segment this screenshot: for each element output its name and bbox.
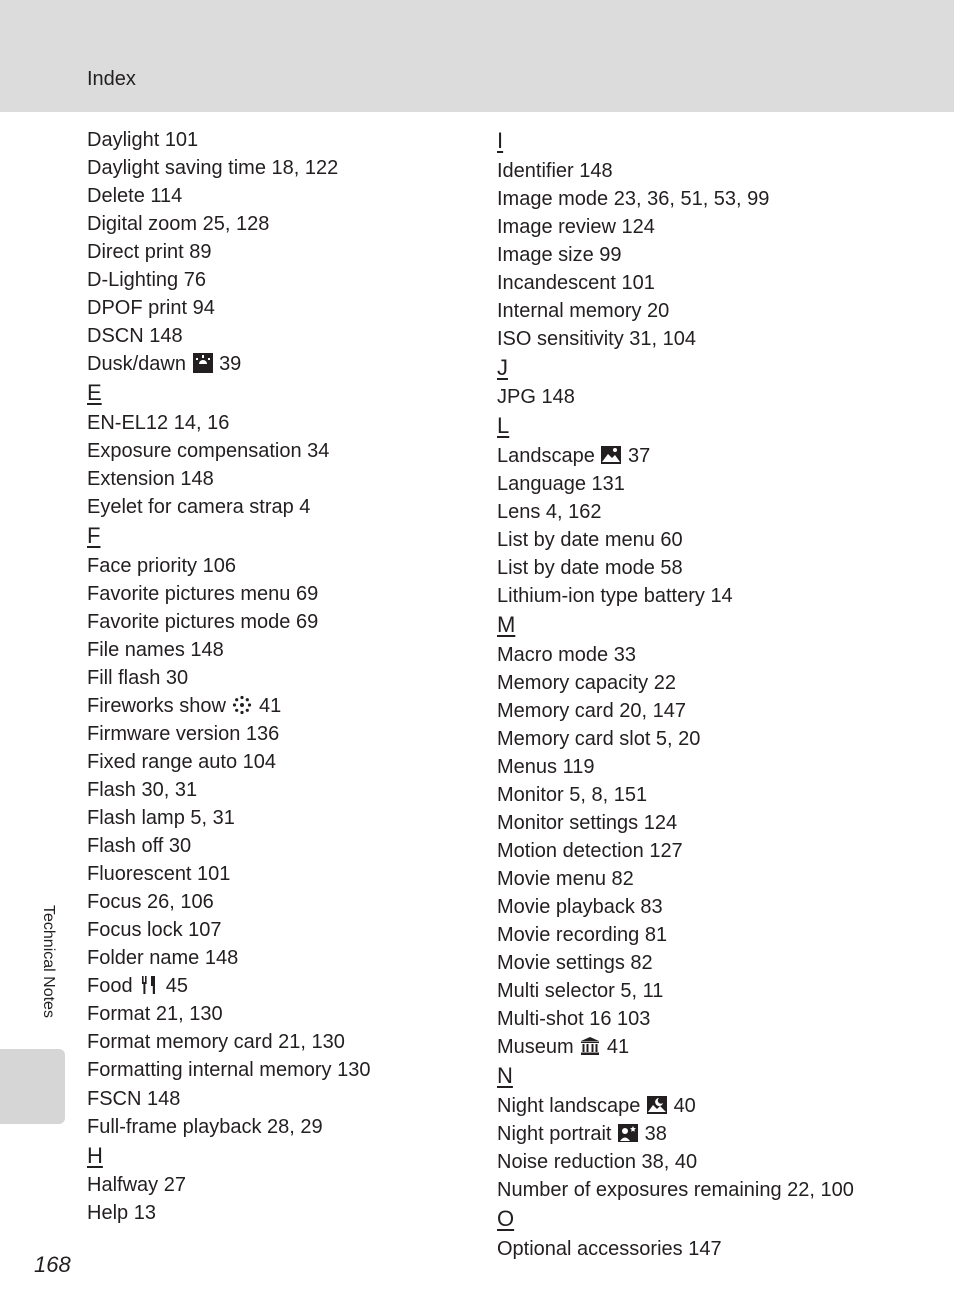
index-entry-text: Daylight 101: [87, 129, 199, 151]
index-entry-text: Extension 148: [87, 468, 214, 491]
index-entry: [87, 832, 370, 860]
index-entry: [87, 182, 370, 210]
index-entry: [87, 944, 370, 972]
index-entry-text: Focus 26, 106: [87, 891, 214, 914]
index-entry: [87, 437, 370, 465]
index-entry-page: 38: [644, 1122, 667, 1145]
index-entry-text: Memory card slot 5, 20: [497, 727, 701, 750]
index-entry: [87, 580, 370, 608]
index-entry: [497, 641, 854, 669]
index-entry: [87, 154, 370, 182]
index-entry-text: Optional accessories 147: [497, 1237, 722, 1260]
index-letter-heading: L: [497, 413, 510, 439]
index-entry: [497, 582, 854, 610]
index-entry-page: 40: [673, 1094, 696, 1117]
index-entry: [497, 977, 854, 1005]
index-entry-text: Eyelet for camera strap 4: [87, 496, 311, 519]
index-entry: [87, 720, 370, 748]
index-entry: [87, 238, 370, 266]
index-entry-text: Internal memory 20: [497, 299, 670, 322]
index-entry-text: Landscape: [497, 444, 595, 467]
index-entry-text: Identifier 148: [497, 159, 613, 182]
section-tab: [0, 1049, 65, 1124]
index-entry: [497, 325, 854, 353]
index-entry: [87, 493, 370, 521]
index-entry: [497, 949, 854, 977]
index-entry: [87, 804, 370, 832]
index-entry: [497, 213, 854, 241]
index-entry-text: Movie recording 81: [497, 924, 668, 947]
index-entry-text: List by date mode 58: [497, 557, 683, 580]
index-entry-text: Lithium-ion type battery 14: [497, 585, 733, 608]
index-entry: [497, 554, 854, 582]
page-title: Index: [87, 68, 136, 90]
index-entry-text: Formatting internal memory 130: [87, 1059, 371, 1082]
index-entry-text: Monitor 5, 8, 151: [497, 783, 648, 806]
index-entry-text: Daylight saving time 18, 122: [87, 157, 339, 180]
index-letter-heading: O: [497, 1206, 515, 1232]
index-entry: [87, 210, 370, 238]
index-entry: [87, 409, 370, 437]
index-entry-text: Flash 30, 31: [87, 778, 198, 801]
index-entry: [87, 608, 370, 636]
night-portrait-icon: [618, 1123, 638, 1143]
index-entry: [87, 636, 370, 664]
index-entry: [497, 865, 854, 893]
index-entry: [497, 1176, 854, 1204]
index-entry-text: Firmware version 136: [87, 722, 280, 745]
index-column-left: [87, 126, 370, 1227]
index-entry-text: Language 131: [497, 472, 625, 495]
index-entry: [87, 692, 370, 720]
index-entry: [87, 1028, 370, 1056]
index-entry-page: 41: [259, 694, 282, 717]
index-entry-text: Memory card 20, 147: [497, 699, 686, 722]
index-entry-text: Museum: [497, 1036, 574, 1059]
index-entry-text: Lens 4, 162: [497, 500, 602, 523]
index-entry-text: Number of exposures remaining 22, 100: [497, 1179, 854, 1201]
food-icon: [139, 975, 159, 995]
index-entry: [497, 921, 854, 949]
night-landscape-icon: [647, 1095, 667, 1115]
index-entry-text: Macro mode 33: [497, 643, 636, 666]
index-entry-text: Fill flash 30: [87, 666, 189, 689]
index-entry-text: Night landscape: [497, 1094, 641, 1117]
index-entry: [87, 322, 370, 350]
index-entry: [497, 297, 854, 325]
index-entry-text: Exposure compensation 34: [87, 439, 330, 462]
index-entry: [497, 185, 854, 213]
index-entry: [497, 1033, 854, 1061]
museum-icon: [580, 1036, 600, 1056]
index-entry-page: 45: [165, 975, 188, 998]
index-entry: [497, 893, 854, 921]
index-entry: [497, 526, 854, 554]
index-entry: [497, 1120, 854, 1148]
index-entry-text: Flash off 30: [87, 835, 192, 858]
index-entry: [87, 294, 370, 322]
index-entry-text: Image mode 23, 36, 51, 53, 99: [497, 187, 770, 210]
index-entry: [497, 157, 854, 185]
index-entry: [87, 1085, 370, 1113]
index-entry-text: Help 13: [87, 1202, 156, 1225]
page-header: [0, 0, 954, 112]
index-entry: [497, 1235, 854, 1263]
index-entry-text: Fireworks show: [87, 694, 226, 717]
index-entry: [87, 776, 370, 804]
index-entry-text: Memory capacity 22: [497, 671, 676, 694]
index-entry: [87, 748, 370, 776]
index-entry-text: DPOF print 94: [87, 297, 215, 320]
index-entry: [497, 837, 854, 865]
index-entry-text: Favorite pictures menu 69: [87, 582, 319, 605]
index-entry: [497, 269, 854, 297]
index-entry: [497, 697, 854, 725]
index-letter-heading: I: [497, 128, 504, 153]
index-entry-text: Food: [87, 975, 133, 998]
index-entry: [497, 1092, 854, 1120]
index-entry-text: Movie settings 82: [497, 952, 653, 975]
index-entry-text: Format memory card 21, 130: [87, 1031, 345, 1054]
index-entry-page: 39: [219, 353, 242, 376]
index-entry-page: 41: [606, 1036, 630, 1059]
index-entry: [87, 1000, 370, 1028]
index-entry: [497, 669, 854, 697]
index-entry-text: Dusk/dawn: [87, 353, 186, 376]
index-entry-text: Noise reduction 38, 40: [497, 1150, 698, 1173]
index-entry-text: Multi selector 5, 11: [497, 980, 664, 1003]
index-entry: [497, 725, 854, 753]
index-entry-text: Flash lamp 5, 31: [87, 807, 235, 830]
index-entry-text: ISO sensitivity 31, 104: [497, 327, 696, 350]
index-entry-text: List by date menu 60: [497, 529, 683, 552]
index-entry-text: Fixed range auto 104: [87, 750, 277, 773]
index-letter-heading: M: [497, 612, 516, 638]
index-entry: [87, 465, 370, 493]
index-entry: [87, 266, 370, 294]
index-entry: [87, 916, 370, 944]
index-entry-text: Face priority 106: [87, 554, 236, 577]
index-letter-heading: N: [497, 1063, 513, 1089]
index-letter-heading: J: [497, 354, 508, 380]
index-entry: [497, 809, 854, 837]
index-entry-text: Menus 119: [497, 755, 595, 778]
index-entry: [87, 664, 370, 692]
index-entry-text: Delete 114: [87, 185, 183, 208]
index-entry-text: Monitor settings 124: [497, 811, 678, 834]
landscape-icon: [601, 445, 621, 465]
index-entry: [87, 1113, 370, 1141]
fireworks-icon: [232, 695, 252, 715]
index-entry: [497, 442, 854, 470]
index-entry: [497, 498, 854, 526]
index-entry-text: Movie playback 83: [497, 896, 663, 919]
index-entry-text: Favorite pictures mode 69: [87, 610, 319, 633]
index-entry-text: Movie menu 82: [497, 868, 634, 891]
index-entry-text: Direct print 89: [87, 241, 212, 264]
section-side-label: Technical Notes: [40, 905, 57, 1018]
index-entry: [87, 552, 370, 580]
index-entry: [497, 781, 854, 809]
index-entry-text: Incandescent 101: [497, 271, 655, 294]
index-entry-text: Motion detection 127: [497, 839, 683, 862]
index-entry: [497, 383, 854, 411]
index-letter-heading: H: [87, 1142, 103, 1168]
index-entry: [87, 1171, 370, 1199]
index-entry: [497, 1148, 854, 1176]
index-entry-text: File names 148: [87, 638, 224, 661]
index-entry-text: Night portrait: [497, 1122, 612, 1145]
index-entry-text: DSCN 148: [87, 325, 183, 348]
index-entry-text: Image review 124: [497, 215, 655, 238]
index-entry: [87, 860, 370, 888]
index-column-right: [497, 126, 854, 1263]
index-entry-text: JPG 148: [497, 386, 575, 409]
index-entry-page: 37: [628, 444, 651, 467]
index-entry: [87, 126, 370, 154]
index-entry-text: Format 21, 130: [87, 1003, 223, 1026]
index-entry: [87, 1199, 370, 1227]
index-letter-heading: E: [87, 380, 102, 406]
index-entry-text: EN-EL12 14, 16: [87, 411, 230, 434]
index-entry-text: D-Lighting 76: [87, 269, 206, 292]
index-entry-text: Full-frame playback 28, 29: [87, 1115, 323, 1138]
index-entry: [87, 888, 370, 916]
index-entry: [497, 241, 854, 269]
index-entry: [87, 1056, 370, 1084]
index-entry-text: Fluorescent 101: [87, 863, 231, 886]
index-entry: [497, 470, 854, 498]
index-entry-text: FSCN 148: [87, 1087, 181, 1110]
index-entry-text: Folder name 148: [87, 947, 239, 970]
index-entry: [87, 972, 370, 1000]
dusk-dawn-icon: [193, 353, 213, 373]
index-letter-heading: F: [87, 523, 101, 549]
index-entry: [497, 1005, 854, 1033]
index-entry-text: Digital zoom 25, 128: [87, 213, 270, 236]
page-number: 168: [34, 1252, 71, 1277]
index-entry-text: Halfway 27: [87, 1174, 186, 1197]
index-entry-text: Multi-shot 16 103: [497, 1008, 651, 1031]
index-entry-text: Image size 99: [497, 243, 622, 266]
index-entry: [497, 753, 854, 781]
index-entry: [87, 350, 370, 378]
index-entry-text: Focus lock 107: [87, 919, 222, 942]
